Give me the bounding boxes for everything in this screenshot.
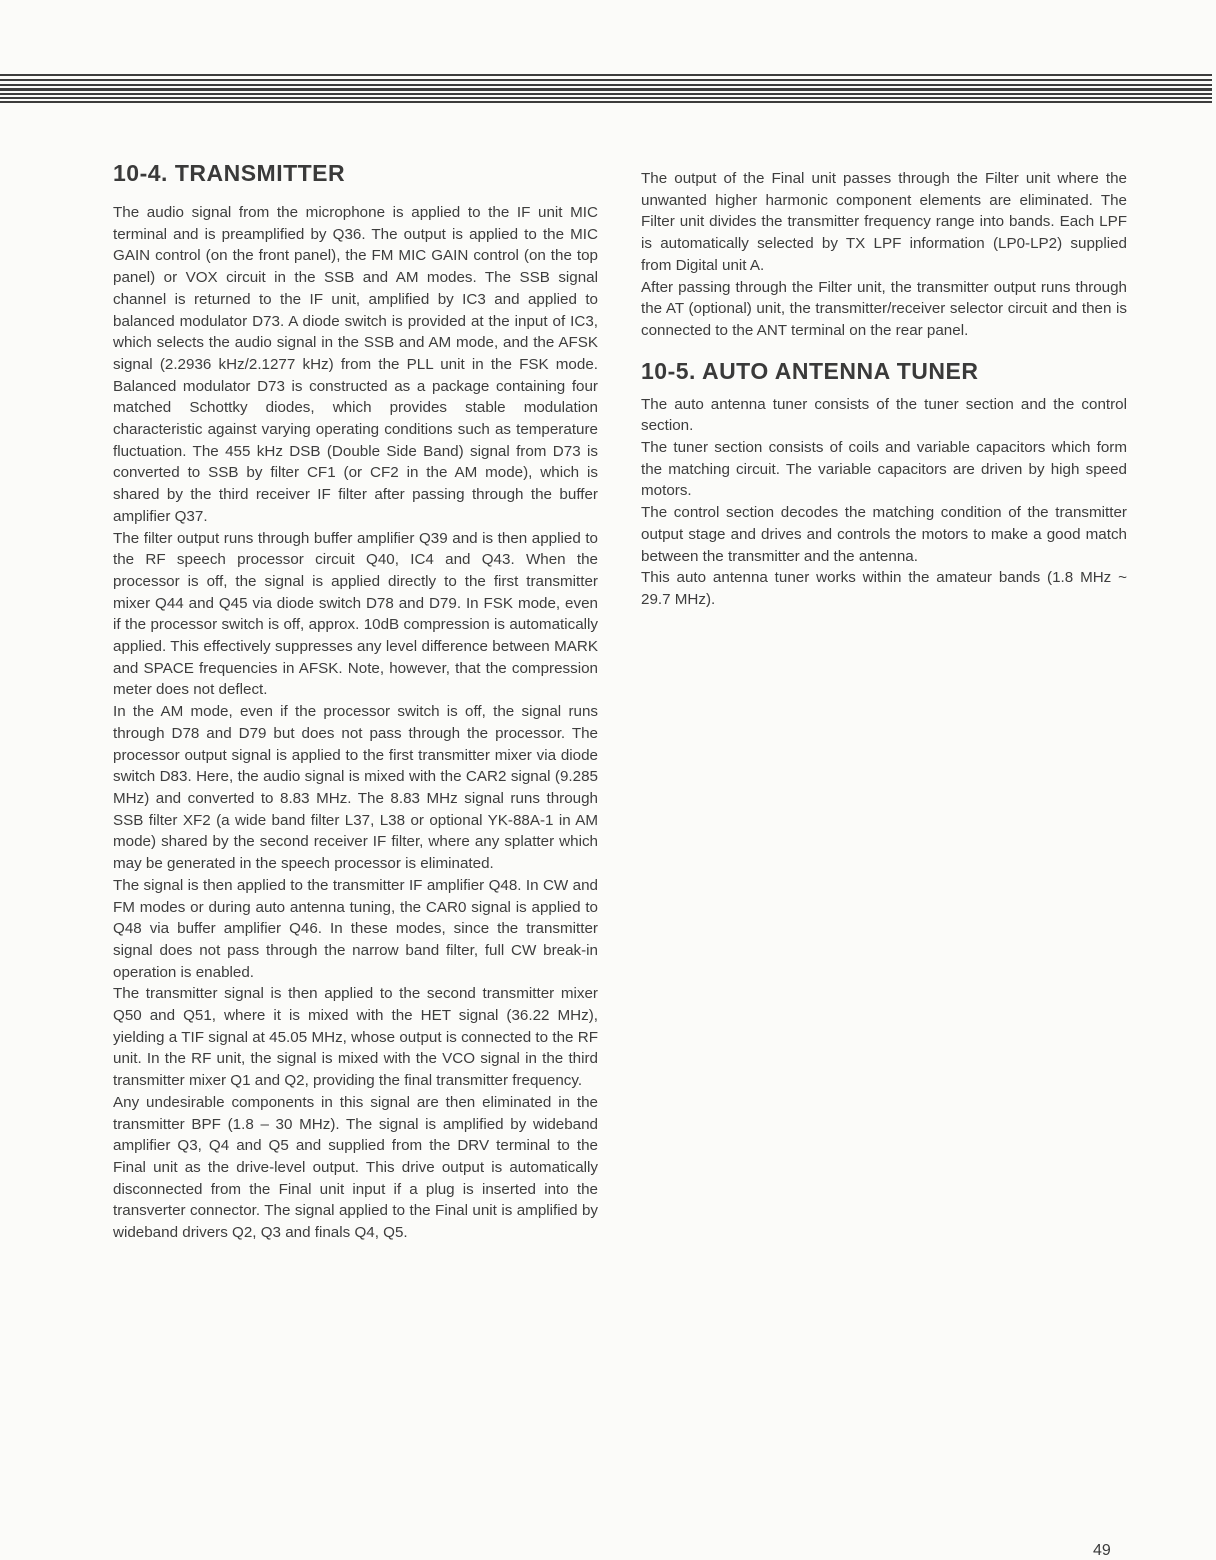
paragraph: The filter output runs through buffer amplifier Q39 and is then applied to the RF speech processor circuit Q40, IC4 and Q43. When the processor is off, the signal is applied directly to the first transmitter mixer Q44 and Q45 via diode switch D78 and D79. In FSK mode, even if the processor switch is off, approx. 10dB compression is automatically applied. This effectively suppresses any level difference between MARK and SPACE frequencies in AFSK. Note, however, that the compression meter does not deflect. bbox=[113, 529, 598, 699]
paragraph: The tuner section consists of coils and variable capacitors which form the matching circuit. The variable capacitors are driven by high speed motors. bbox=[641, 439, 1127, 500]
left-column bbox=[113, 158, 598, 1244]
paragraph: The signal is then applied to the transmitter IF amplifier Q48. In CW and FM modes or during auto antenna tuning, the CAR0 signal is applied to Q48 via buffer amplifier Q46. In these modes, since the transmitter signal does not pass through the narrow band filter, full CW break-in operation is enabled. bbox=[113, 876, 598, 981]
paragraph: In the AM mode, even if the processor switch is off, the signal runs through D78 and D79 but does not pass through the processor. The processor output signal is applied to the first transmitter mixer via diode switch D83. Here, the audio signal is mixed with the CAR2 signal (9.285 MHz) and converted to 8.83 MHz. The 8.83 MHz signal runs through SSB filter XF2 (a wide band filter L37, L38 or optional YK-88A-1 in AM mode) shared by the second receiver IF filter, where any splatter which may be generated in the speech processor is eliminated. bbox=[113, 703, 598, 873]
section-heading-auto-antenna-tuner: 10-5. AUTO ANTENNA TUNER bbox=[641, 357, 979, 384]
paragraph: The audio signal from the microphone is applied to the IF unit MIC terminal and is preamplified by Q36. The output is applied to the MIC GAIN control (on the front panel), the FM MIC GAIN control (on the top panel) or VOX circuit in the SSB and AM modes. The SSB signal channel is returned to the IF unit, amplified by IC3 and applied to balanced modulator D73. A diode switch is provided at the input of IC3, which selects the audio signal in the SSB and AM mode, and the AFSK signal (2.2936 kHz/2.1277 kHz) from the PLL unit in the FSK mode. Balanced modulator D73 is constructed as a package containing four matched Schottky diodes, which provides stable modulation characteristic against varying operating conditions such as temperature fluctuation. The 455 kHz DSB (Double Side Band) signal from D73 is converted to SSB by filter CF1 (or CF2 in the AM mode), which is shared by the third receiver IF filter after passing through the buffer amplifier Q37. bbox=[113, 204, 598, 525]
paragraph: The auto antenna tuner consists of the tuner section and the control section. bbox=[641, 395, 1127, 435]
paragraph: The output of the Final unit passes through the Filter unit where the unwanted higher harmonic component elements are eliminated. The Filter unit divides the transmitter frequency range into bands. Each LPF is automatically selected by TX LPF information (LP0-LP2) supplied from Digital unit A. bbox=[641, 170, 1127, 274]
header-rules bbox=[0, 74, 1212, 106]
paragraph: The transmitter signal is then applied to the second transmitter mixer Q50 and Q51, where it is mixed with the HET signal (36.22 MHz), yielding a TIF signal at 45.05 MHz, whose output is connected to the RF unit. In the RF unit, the signal is mixed with the VCO signal in the third transmitter mixer Q1 and Q2, providing the final transmitter frequency. bbox=[113, 985, 598, 1090]
paragraph: The control section decodes the matching condition of the transmitter output stage and drives and controls the motors to make a good match between the transmitter and the antenna. bbox=[641, 504, 1127, 565]
right-column bbox=[641, 168, 1127, 611]
section-heading-transmitter: 10-4. TRANSMITTER bbox=[113, 160, 346, 186]
page-number: 49 bbox=[1093, 1542, 1111, 1559]
paragraph: Any undesirable components in this signal are then eliminated in the transmitter BPF (1.8 – 30 MHz). The signal is amplified by wideband amplifier Q3, Q4 and Q5 and supplied from the DRV terminal to the Final unit as the drive-level output. This drive output is automatically disconnected from the Final unit input if a plug is inserted into the transverter connector. The signal applied to the Final unit is amplified by wideband drivers Q2, Q3 and finals Q4, Q5. bbox=[113, 1093, 598, 1242]
paragraph: This auto antenna tuner works within the amateur bands (1.8 MHz ~ 29.7 MHz). bbox=[641, 569, 1127, 608]
paragraph: After passing through the Filter unit, the transmitter output runs through the AT (optional) unit, the transmitter/receiver selector circuit and then is connected to the ANT terminal on the rear panel. bbox=[641, 278, 1127, 339]
